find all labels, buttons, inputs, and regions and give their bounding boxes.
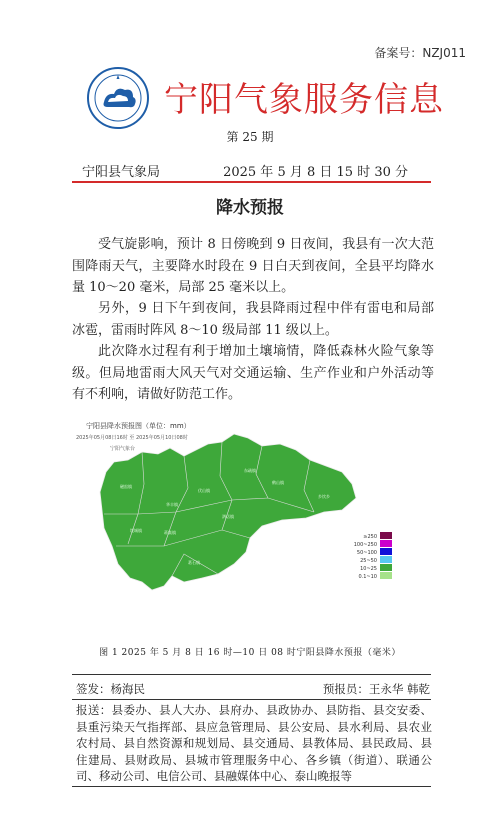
svg-text:25~50: 25~50 — [360, 558, 377, 564]
masthead-title: 宁阳气象服务信息 — [164, 80, 444, 120]
record-number: 备案号：NZJ011 — [374, 46, 466, 60]
cma-logo — [86, 66, 150, 130]
svg-text:伏山镇: 伏山镇 — [198, 488, 210, 493]
issue-number: 第 25 期 — [226, 130, 274, 144]
forecaster: 预报员：王永华 韩乾 — [322, 682, 430, 696]
svg-text:葛石镇: 葛石镇 — [188, 560, 200, 565]
svg-text:华丰镇: 华丰镇 — [166, 502, 178, 507]
svg-text:0.1~10: 0.1~10 — [358, 574, 377, 580]
recipients-list: 报送：县委办、县人大办、县府办、县政协办、县防指、县交安委、县重污染天气指挥部、县应急管理局、县公安局、县水利局、县农业农村局、县自然资源和规划局、县交通局、县教体局、县民政局、县住建局、县财政局、县城市管理服务中心、各乡镇（街道）、联通公司、移动公司、电信公司、县融媒体中心、泰山晚报等 — [76, 703, 432, 783]
map-legend — [354, 532, 392, 580]
document-title: 降水预报 — [216, 198, 284, 218]
legend-item — [358, 572, 392, 580]
svg-text:蒋集镇: 蒋集镇 — [164, 530, 176, 535]
footer-divider-bottom — [72, 786, 431, 787]
footer-divider-top — [72, 674, 431, 675]
map-title: 宁阳县降水预报图（单位：mm） — [86, 422, 191, 430]
legend-item — [357, 548, 392, 556]
issue-datetime: 2025 年 5 月 8 日 15 时 30 分 — [223, 165, 408, 180]
svg-text:50~100: 50~100 — [356, 550, 377, 556]
legend-item — [360, 564, 392, 572]
svg-text:堽城镇: 堽城镇 — [130, 528, 142, 533]
paragraph-impact: 此次降水过程有利于增加土壤墒情，降低森林火险气象等级。但局地雷雨大风天气对交通运输、生产作业和户外活动等有不利响，请做好防范工作。 — [72, 344, 434, 402]
legend-item — [363, 532, 392, 540]
figure-caption: 图 1 2025 年 5 月 8 日 16 时—10 日 08 时宁阳县降水预报（毫米） — [99, 648, 401, 658]
map-period: 2025年05月08日16时 至 2025年05月10日08时 — [76, 435, 188, 441]
issuing-organization: 宁阳县气象局 — [82, 165, 161, 180]
svg-text:磁窑镇: 磁窑镇 — [120, 484, 132, 489]
footer-divider-middle — [72, 699, 431, 700]
svg-text:≥250: ≥250 — [363, 534, 377, 540]
svg-text:鹤山镇: 鹤山镇 — [272, 480, 284, 485]
svg-text:泗店镇: 泗店镇 — [222, 514, 234, 519]
header-red-divider — [72, 181, 431, 183]
paragraph-forecast: 受气旋影响，预计 8 日傍晚到 9 日夜间，我县有一次大范围降雨天气，主要降水时段在 9 日白天到夜间，全县平均降水量 10～20 毫米，局部 25 毫米以上。 — [72, 237, 434, 295]
svg-text:100~250: 100~250 — [353, 542, 377, 548]
legend-item — [354, 540, 392, 548]
svg-text:东疏镇: 东疏镇 — [244, 468, 256, 473]
map-issuer: 宁阳气象台 — [110, 446, 136, 452]
paragraph-thunderstorm: 另外，9 日下午到夜间，我县降雨过程中伴有雷电和局部冰雹，雷雨时阵风 8～10 级局部 11 级以上。 — [72, 301, 434, 338]
svg-text:10~25: 10~25 — [360, 566, 377, 572]
svg-text:乡饮乡: 乡饮乡 — [318, 494, 330, 499]
precipitation-map — [72, 414, 422, 629]
signer: 签发：杨海民 — [76, 682, 145, 696]
legend-item — [360, 556, 392, 564]
